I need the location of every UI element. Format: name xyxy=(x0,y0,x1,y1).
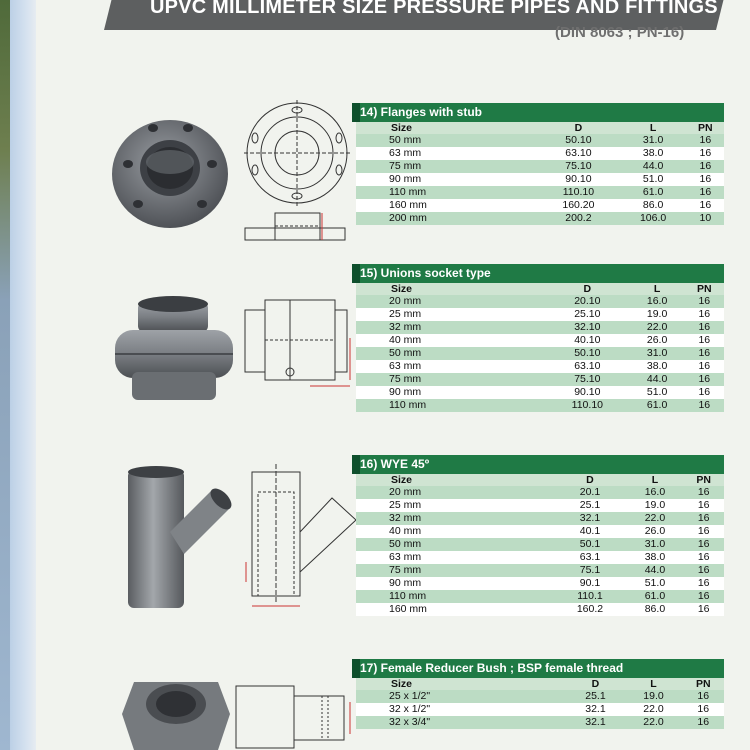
page-side-strip xyxy=(10,0,36,750)
table-cell: 61.0 xyxy=(619,186,686,199)
column-header: PN xyxy=(683,474,724,486)
table-cell: 20.10 xyxy=(545,295,629,308)
table-row xyxy=(356,173,724,186)
spec-table xyxy=(356,678,724,729)
table-cell: 20 mm xyxy=(356,486,553,499)
table-cell: 75 mm xyxy=(356,373,545,386)
reducer-bush-drawing xyxy=(232,682,360,750)
table-cell: 16 xyxy=(683,716,724,729)
table-cell: 32.1 xyxy=(566,703,624,716)
table-row xyxy=(356,134,724,147)
table-body xyxy=(356,486,724,616)
table-cell: 63 mm xyxy=(356,360,545,373)
table-cell: 75 mm xyxy=(356,564,553,577)
table-cell: 22.0 xyxy=(627,512,684,525)
table-cell: 16 xyxy=(687,147,724,160)
table-row xyxy=(356,386,724,399)
table-row xyxy=(356,347,724,360)
spec-table xyxy=(356,283,724,412)
table-row xyxy=(356,147,724,160)
table-cell: 75.1 xyxy=(553,564,626,577)
table-cell: 22.0 xyxy=(624,703,682,716)
table-cell: 16.0 xyxy=(627,486,684,499)
table-cell: 20 mm xyxy=(356,295,545,308)
table-cell: 50 mm xyxy=(356,134,537,147)
column-header: D xyxy=(545,283,629,295)
table-cell: 31.0 xyxy=(627,538,684,551)
table-body xyxy=(356,134,724,225)
table-row xyxy=(356,212,724,225)
table-cell: 160.20 xyxy=(537,199,619,212)
table-row xyxy=(356,551,724,564)
table-cell: 32.10 xyxy=(545,321,629,334)
table-body xyxy=(356,295,724,412)
table-cell: 16 xyxy=(683,577,724,590)
table-cell: 16 xyxy=(685,295,724,308)
table-cell: 32 mm xyxy=(356,321,545,334)
table-cell: 16 xyxy=(685,347,724,360)
table-row xyxy=(356,186,724,199)
table-cell: 75.10 xyxy=(537,160,619,173)
table-row xyxy=(356,499,724,512)
table-cell: 25.1 xyxy=(566,690,624,703)
table-cell: 32 x 1/2" xyxy=(356,703,566,716)
table-cell: 19.0 xyxy=(624,690,682,703)
section-heading: 16) WYE 45º xyxy=(356,455,724,474)
table-cell: 31.0 xyxy=(630,347,685,360)
table-row xyxy=(356,590,724,603)
table-cell: 63 mm xyxy=(356,551,553,564)
table-cell: 16 xyxy=(687,134,724,147)
table-cell: 16 xyxy=(683,486,724,499)
table-cell: 50.10 xyxy=(545,347,629,360)
table-cell: 160.2 xyxy=(553,603,626,616)
table-cell: 22.0 xyxy=(624,716,682,729)
table-row xyxy=(356,525,724,538)
section-flanges xyxy=(356,103,724,225)
table-cell: 40 mm xyxy=(356,525,553,538)
table-cell: 200.2 xyxy=(537,212,619,225)
column-header: L xyxy=(630,283,685,295)
column-header: PN xyxy=(683,678,724,690)
column-header: Size xyxy=(356,283,545,295)
table-cell: 75 mm xyxy=(356,160,537,173)
table-cell: 25.1 xyxy=(553,499,626,512)
table-cell: 50 mm xyxy=(356,538,553,551)
table-cell: 32.1 xyxy=(553,512,626,525)
table-cell: 40.10 xyxy=(545,334,629,347)
table-cell: 25 x 1/2" xyxy=(356,690,566,703)
table-row xyxy=(356,373,724,386)
table-row xyxy=(356,308,724,321)
table-cell: 16 xyxy=(683,512,724,525)
table-cell: 110.10 xyxy=(537,186,619,199)
table-cell: 40.1 xyxy=(553,525,626,538)
table-row xyxy=(356,295,724,308)
table-cell: 38.0 xyxy=(619,147,686,160)
table-cell: 90.10 xyxy=(545,386,629,399)
reducer-bush-photo xyxy=(120,674,232,750)
table-cell: 32.1 xyxy=(566,716,624,729)
table-cell: 50.10 xyxy=(537,134,619,147)
table-cell: 38.0 xyxy=(627,551,684,564)
table-cell: 110.10 xyxy=(545,399,629,412)
table-cell: 32 x 3/4" xyxy=(356,716,566,729)
table-cell: 61.0 xyxy=(630,399,685,412)
table-row xyxy=(356,716,724,729)
column-header: D xyxy=(553,474,626,486)
table-cell: 51.0 xyxy=(619,173,686,186)
table-cell: 44.0 xyxy=(619,160,686,173)
table-cell: 16 xyxy=(683,690,724,703)
table-cell: 160 mm xyxy=(356,199,537,212)
table-cell: 16 xyxy=(685,321,724,334)
table-cell: 40 mm xyxy=(356,334,545,347)
table-cell: 51.0 xyxy=(627,577,684,590)
table-cell: 26.0 xyxy=(627,525,684,538)
table-cell: 200 mm xyxy=(356,212,537,225)
section-heading: 17) Female Reducer Bush ; BSP female thread xyxy=(356,659,724,678)
table-cell: 106.0 xyxy=(619,212,686,225)
table-cell: 19.0 xyxy=(627,499,684,512)
table-row xyxy=(356,160,724,173)
table-cell: 110 mm xyxy=(356,399,545,412)
table-row xyxy=(356,512,724,525)
table-cell: 16 xyxy=(685,308,724,321)
table-cell: 20.1 xyxy=(553,486,626,499)
spec-table xyxy=(356,122,724,225)
table-cell: 16 xyxy=(683,525,724,538)
table-cell: 16 xyxy=(683,499,724,512)
table-row xyxy=(356,321,724,334)
table-row xyxy=(356,564,724,577)
wye-drawing xyxy=(240,462,358,612)
page-edge-photo xyxy=(0,0,10,750)
section-heading: 14) Flanges with stub xyxy=(356,103,724,122)
table-cell: 25 mm xyxy=(356,308,545,321)
table-cell: 16 xyxy=(683,590,724,603)
column-header: L xyxy=(619,122,686,134)
table-row xyxy=(356,486,724,499)
table-cell: 16 xyxy=(685,373,724,386)
table-cell: 44.0 xyxy=(627,564,684,577)
table-cell: 16.0 xyxy=(630,295,685,308)
table-cell: 19.0 xyxy=(630,308,685,321)
column-header: Size xyxy=(356,474,553,486)
section-unions xyxy=(356,264,724,412)
table-cell: 26.0 xyxy=(630,334,685,347)
table-cell: 160 mm xyxy=(356,603,553,616)
table-cell: 63.1 xyxy=(553,551,626,564)
table-row xyxy=(356,703,724,716)
page-subtitle: (DIN 8063 ; PN-16) xyxy=(555,24,685,41)
table-cell: 25 mm xyxy=(356,499,553,512)
table-cell: 16 xyxy=(685,399,724,412)
table-row xyxy=(356,399,724,412)
column-header: L xyxy=(627,474,684,486)
union-photo xyxy=(110,292,238,407)
column-header: Size xyxy=(356,122,537,134)
table-cell: 16 xyxy=(685,334,724,347)
table-cell: 16 xyxy=(685,386,724,399)
table-row xyxy=(356,603,724,616)
table-cell: 16 xyxy=(687,160,724,173)
table-cell: 16 xyxy=(687,186,724,199)
table-cell: 90 mm xyxy=(356,577,553,590)
table-cell: 110 mm xyxy=(356,590,553,603)
spec-table xyxy=(356,474,724,616)
union-drawing xyxy=(240,298,355,393)
table-cell: 10 xyxy=(687,212,724,225)
table-cell: 16 xyxy=(683,564,724,577)
table-cell: 110 mm xyxy=(356,186,537,199)
table-cell: 63 mm xyxy=(356,147,537,160)
table-cell: 50 mm xyxy=(356,347,545,360)
table-body xyxy=(356,690,724,729)
section-heading: 15) Unions socket type xyxy=(356,264,724,283)
section-reducer-bush xyxy=(356,659,724,729)
table-cell: 50.1 xyxy=(553,538,626,551)
table-cell: 90.1 xyxy=(553,577,626,590)
column-header: PN xyxy=(685,283,724,295)
table-cell: 110.1 xyxy=(553,590,626,603)
table-cell: 16 xyxy=(685,360,724,373)
column-header: PN xyxy=(687,122,724,134)
table-cell: 16 xyxy=(683,703,724,716)
table-cell: 38.0 xyxy=(630,360,685,373)
table-row xyxy=(356,334,724,347)
wye-photo xyxy=(120,462,232,612)
flange-drawing xyxy=(240,98,355,248)
section-wye xyxy=(356,455,724,616)
table-row xyxy=(356,577,724,590)
column-header: L xyxy=(624,678,682,690)
table-cell: 90 mm xyxy=(356,386,545,399)
column-header: D xyxy=(566,678,624,690)
table-cell: 63.10 xyxy=(545,360,629,373)
table-row xyxy=(356,538,724,551)
column-header: Size xyxy=(356,678,566,690)
table-cell: 63.10 xyxy=(537,147,619,160)
table-cell: 86.0 xyxy=(627,603,684,616)
table-cell: 32 mm xyxy=(356,512,553,525)
page-title: UPVC MILLIMETER SIZE PRESSURE PIPES AND FITTINGS xyxy=(150,0,718,18)
table-cell: 51.0 xyxy=(630,386,685,399)
table-cell: 16 xyxy=(683,538,724,551)
table-cell: 16 xyxy=(683,603,724,616)
table-cell: 86.0 xyxy=(619,199,686,212)
table-cell: 22.0 xyxy=(630,321,685,334)
table-cell: 16 xyxy=(687,173,724,186)
table-cell: 90.10 xyxy=(537,173,619,186)
table-cell: 75.10 xyxy=(545,373,629,386)
column-header: D xyxy=(537,122,619,134)
table-cell: 25.10 xyxy=(545,308,629,321)
table-cell: 16 xyxy=(687,199,724,212)
table-cell: 44.0 xyxy=(630,373,685,386)
table-row xyxy=(356,690,724,703)
table-cell: 90 mm xyxy=(356,173,537,186)
table-row xyxy=(356,360,724,373)
table-row xyxy=(356,199,724,212)
flange-photo xyxy=(108,112,233,237)
table-cell: 31.0 xyxy=(619,134,686,147)
table-cell: 61.0 xyxy=(627,590,684,603)
table-cell: 16 xyxy=(683,551,724,564)
